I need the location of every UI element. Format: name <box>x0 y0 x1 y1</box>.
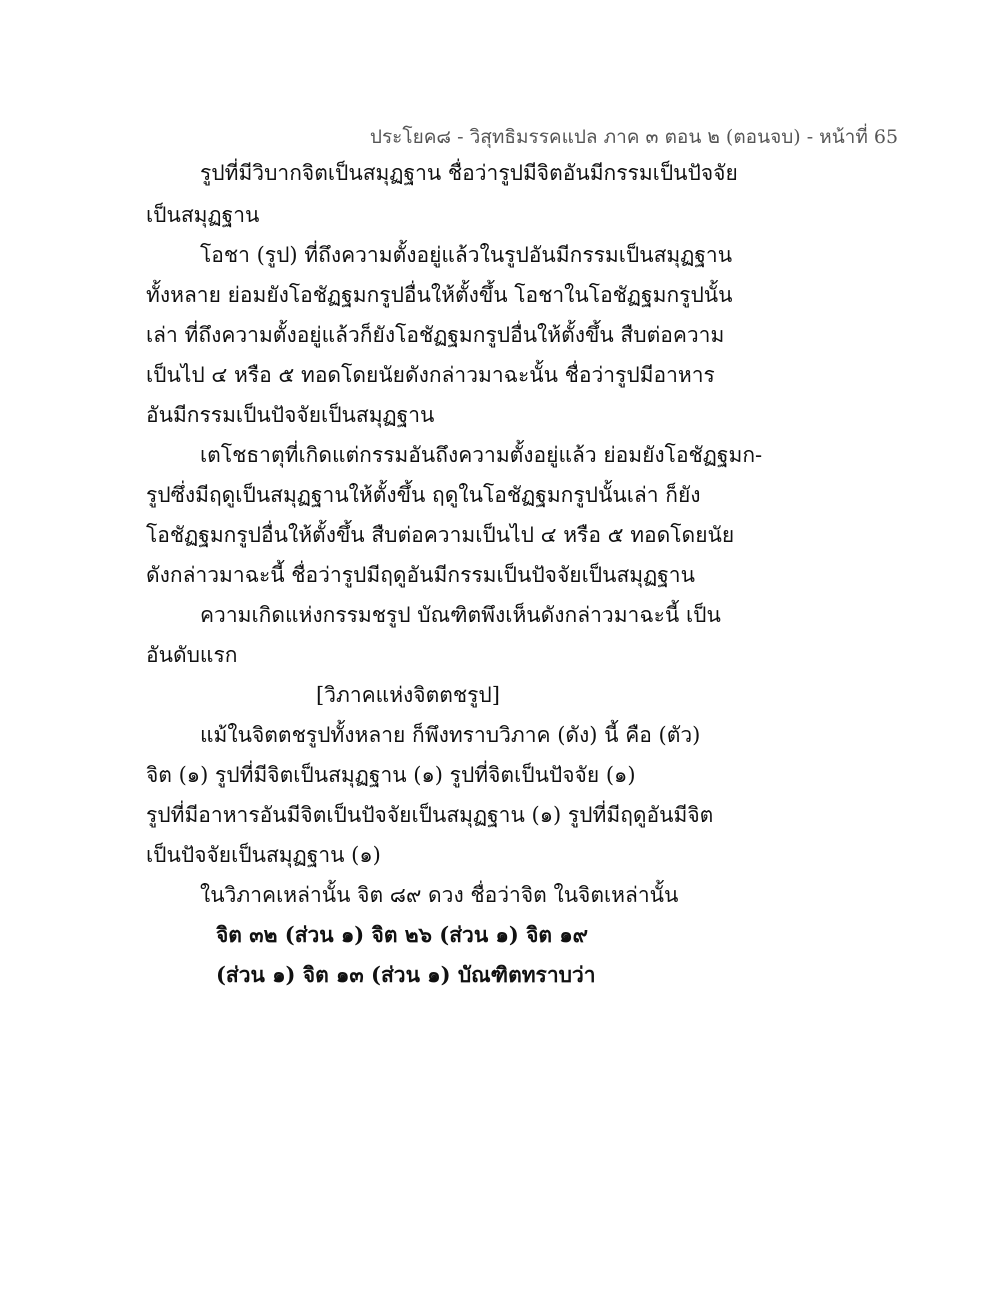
bold-text-line: (ส่วน ๑) จิต ๑๓ (ส่วน ๑) บัณฑิตทราบว่า <box>216 962 596 987</box>
text-line: รูปที่มีวิบากจิตเป็นสมุฏฐาน ชื่อว่ารูปมีจิตอันมีกรรมเป็นปัจจัย <box>200 161 738 185</box>
text-line: อันดับแรก <box>146 643 238 667</box>
text-line: ความเกิดแห่งกรรมชรูป บัณฑิตพึงเห็นดังกล่าวมาฉะนี้ เป็น <box>200 603 721 627</box>
text-line: รูปที่มีอาหารอันมีจิตเป็นปัจจัยเป็นสมุฏฐาน (๑) รูปที่มีฤดูอันมีจิต <box>146 803 714 827</box>
text-line: อันมีกรรมเป็นปัจจัยเป็นสมุฏฐาน <box>146 403 435 427</box>
page-header: ประโยค๘ - วิสุทธิมรรคแปล ภาค ๓ ตอน ๒ (ตอนจบ) - หน้าที่ 65 <box>369 126 899 148</box>
text-line: รูปซึ่งมีฤดูเป็นสมุฏฐานให้ตั้งขึ้น ฤดูในโอชัฏฐมกรูปนั้นเล่า ก็ยัง <box>146 483 701 507</box>
bold-text-line: จิต ๓๒ (ส่วน ๑) จิต ๒๖ (ส่วน ๑) จิต ๑๙ <box>216 922 589 947</box>
text-line: ดังกล่าวมาฉะนี้ ชื่อว่ารูปมีฤดูอันมีกรรมเป็นปัจจัยเป็นสมุฏฐาน <box>146 563 695 587</box>
section-heading: [วิภาคแห่งจิตตชรูป] <box>316 683 500 707</box>
text-line: ในวิภาคเหล่านั้น จิต ๘๙ ดวง ชื่อว่าจิต ในจิตเหล่านั้น <box>200 883 679 907</box>
text-line: เป็นปัจจัยเป็นสมุฏฐาน (๑) <box>146 843 381 867</box>
text-line: โอชัฏฐมกรูปอื่นให้ตั้งขึ้น สืบต่อความเป็นไป ๔ หรือ ๕ ทอดโดยนัย <box>146 523 735 547</box>
text-line: จิต (๑) รูปที่มีจิตเป็นสมุฏฐาน (๑) รูปที่จิตเป็นปัจจัย (๑) <box>146 763 636 787</box>
text-line: เป็นไป ๔ หรือ ๕ ทอดโดยนัยดังกล่าวมาฉะนั้น ชื่อว่ารูปมีอาหาร <box>146 363 715 387</box>
text-line: เล่า ที่ถึงความตั้งอยู่แล้วก็ยังโอชัฏฐมกรูปอื่นให้ตั้งขึ้น สืบต่อความ <box>146 323 725 347</box>
text-line: แม้ในจิตตชรูปทั้งหลาย ก็พึงทราบวิภาค (ดัง) นี้ คือ (ตัว) <box>200 723 701 747</box>
text-line: เป็นสมุฏฐาน <box>146 203 260 227</box>
text-line: เตโชธาตุที่เกิดแต่กรรมอันถึงความตั้งอยู่แล้ว ย่อมยังโอชัฏฐมก- <box>200 443 763 467</box>
text-line: โอชา (รูป) ที่ถึงความตั้งอยู่แล้วในรูปอันมีกรรมเป็นสมุฏฐาน <box>200 243 733 267</box>
text-line: ทั้งหลาย ย่อมยังโอชัฏฐมกรูปอื่นให้ตั้งขึ้น โอชาในโอชัฏฐมกรูปนั้น <box>146 283 733 307</box>
